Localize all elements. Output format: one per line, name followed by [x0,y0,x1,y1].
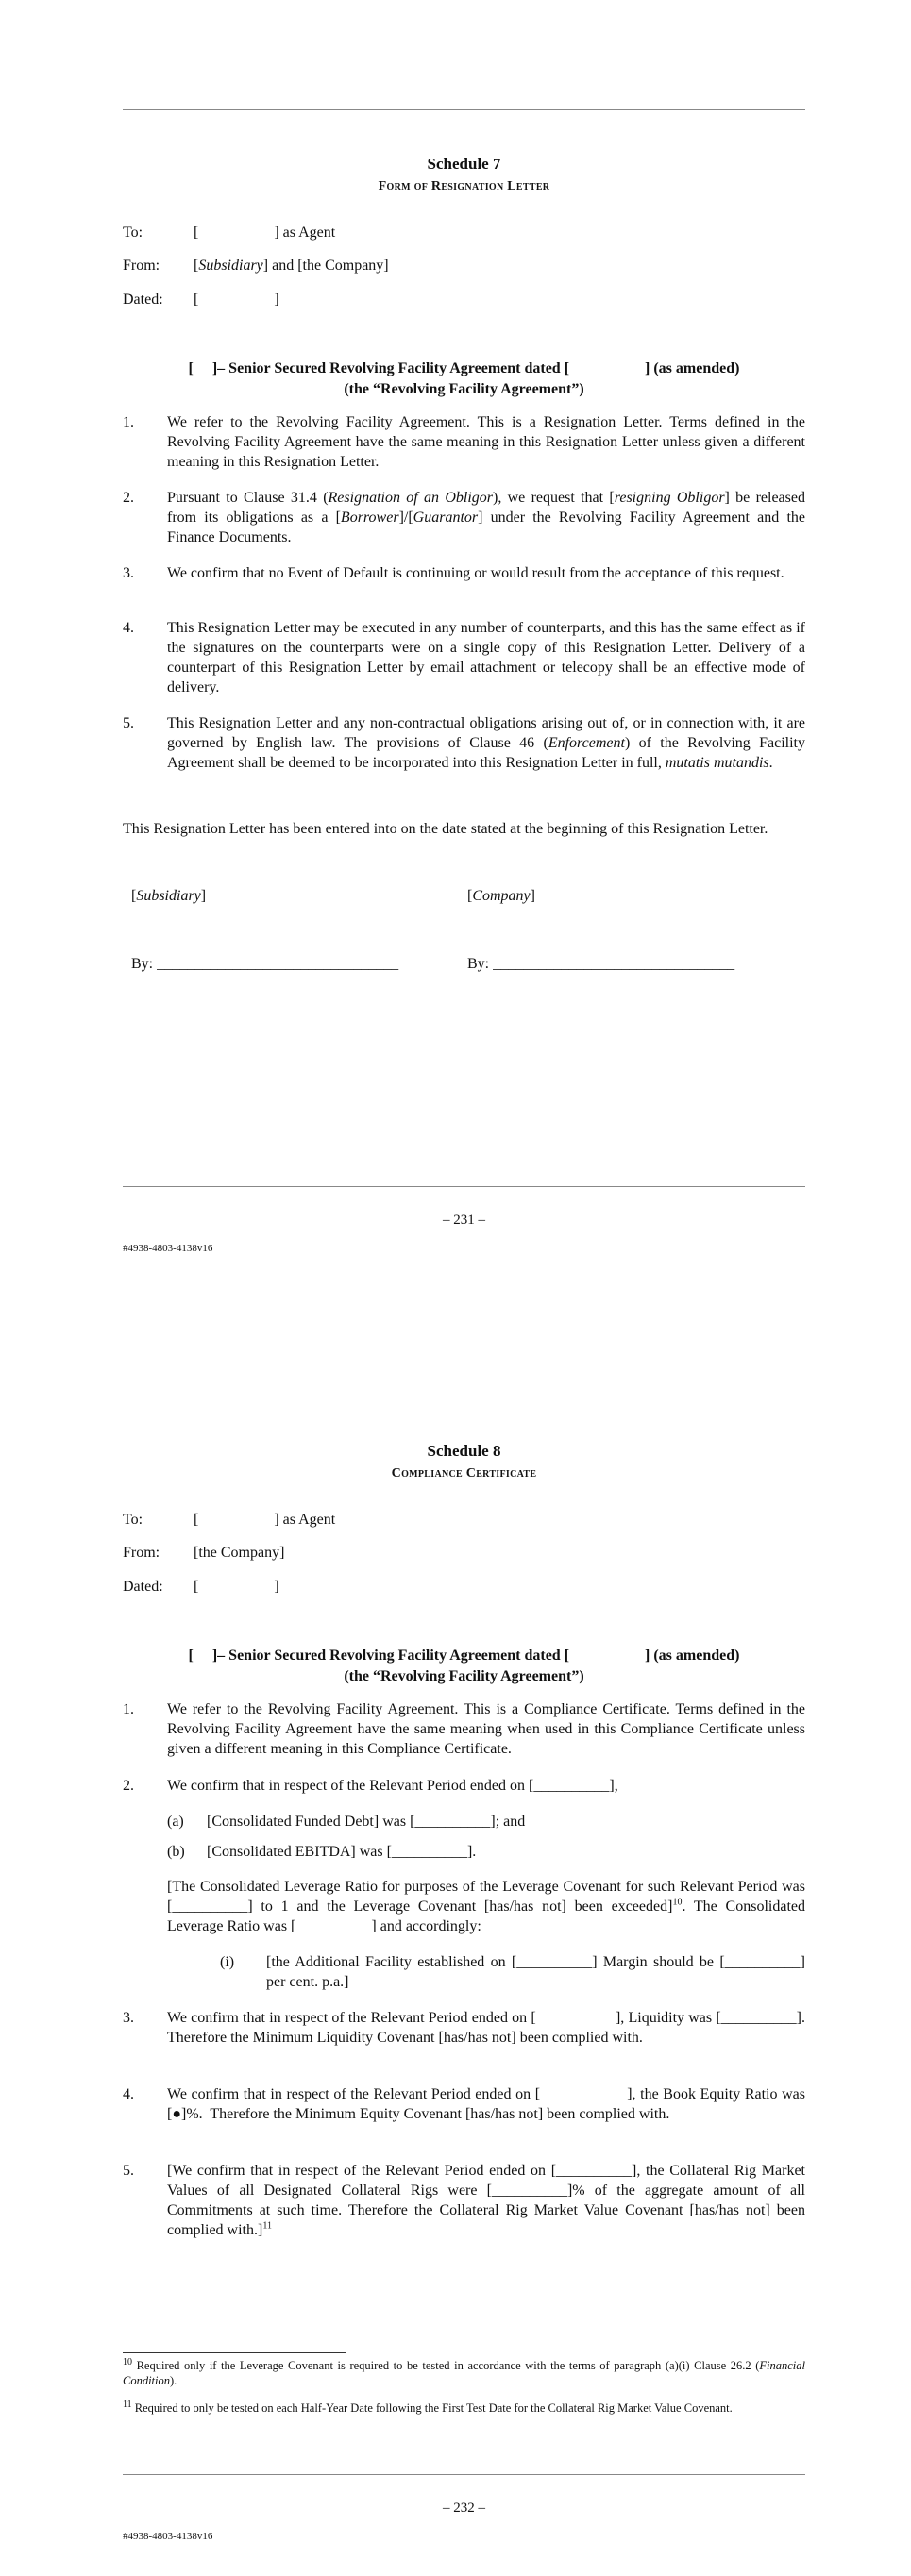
agreement-heading: [ ]– Senior Secured Revolving Facility Agreement dated [ ] (as amended) [188,1648,740,1664]
dated-value: [ ] [194,1579,279,1595]
schedule-7-title: Schedule 7 [427,155,501,173]
from-line [123,256,784,276]
agreement-heading-defined-term: (the “Revolving Facility Agreement”) [344,1668,584,1684]
compliance-clause-3 [123,2008,809,2068]
agreement-heading: [ ]– Senior Secured Revolving Facility Agreement dated [ ] (as amended) [188,360,740,376]
dated-value: [ ] [194,292,279,308]
dated-label: Dated: [123,1579,163,1595]
document-id: #4938-4803-4138v16 [123,2531,213,2542]
resignation-clause-1 [123,412,805,473]
schedule-8-subtitle: Compliance Certificate [391,1466,537,1480]
dated-line [123,1577,784,1597]
dated-label: Dated: [123,292,163,308]
sub-clause-text: [the Additional Facility established on [__________] Margin should be [__________] per cent. p.a.] [266,1954,805,1990]
signature-line-subsidiary: By: ________________________________ [131,956,399,972]
to-value: [ ] as Agent [194,1512,336,1528]
to-value: [ ] as Agent [194,225,336,241]
bottom-rule-page-232 [123,2474,805,2475]
leverage-text: [The Consolidated Leverage Ratio for purposes of the Leverage Covenant for such Relevant Period was [__________] to 1 and the Leverage Covenant [has/has not] been exceeded]$^{10}$. The Consolidated Leverage Ratio was [__________] and accordingly: [167,1879,805,1934]
footnote-ref-10[interactable]: 10 [672,1897,683,1908]
resignation-clause-5 [123,713,805,793]
compliance-clause-2b [123,1842,805,1863]
signature-block-company: [Company] [467,888,535,904]
clause-number: 2. [123,490,134,506]
clause-number: 1. [123,414,134,430]
clause-text: We confirm that no Event of Default is continuing or would result from the acceptance of this request. [167,565,784,581]
agreement-heading-defined-term: (the “Revolving Facility Agreement”) [344,381,584,397]
closing-statement: This Resignation Letter has been entered into on the date stated at the beginning of this Resignation Letter. [123,821,768,837]
to-label: To: [123,225,143,241]
compliance-clause-2 [123,1776,805,1797]
signature-block-subsidiary: [Subsidiary] [131,888,207,904]
compliance-clause-5 [123,2161,805,2240]
footnote-ref-11[interactable]: 11 [262,2220,272,2232]
clause-text: We refer to the Revolving Facility Agreement. This is a Compliance Certificate. Terms defined in the Revolving Facility Agreement have the same meaning when used in this Compliance Certificate unless given a different meaning in this Compliance Certificate. [167,1701,805,1757]
clause-number: 4. [123,620,134,636]
clause-text: This Resignation Letter and any non-contractual obligations arising out of, or in connection with, it are governed by English law. The provisions of Clause 46 (Enforcement) of the Revolving Facility Agreement shall be deemed to be incorporated into this Resignation Letter in full, mutatis mutandis. [167,715,805,771]
dated-line [123,290,784,310]
clause-text: We refer to the Revolving Facility Agreement. This is a Resignation Letter. Terms defined in the Revolving Facility Agreement have the same meaning in this Resignation Letter unless given a different meaning in this Resignation Letter. [167,414,805,470]
page-number: – 232 – [443,2501,485,2516]
clause-number: 5. [123,715,134,731]
clause-number: 1. [123,1701,134,1717]
clause-text: We confirm that in respect of the Relevant Period ended on [__________], [167,1778,618,1794]
clause-number: 3. [123,2010,134,2026]
from-line [123,1543,784,1564]
footnote-separator [123,2352,346,2353]
clause-text: [We confirm that in respect of the Relevant Period ended on [__________], the Collateral Rig Market Values of all Designated Collateral Rigs were [__________]% of the aggregate amount of all Commitments at such time. Therefore the Collateral Rig Market Value Covenant [has/has not] been complied with.]$^{11}$ [167,2163,805,2238]
compliance-clause-1 [123,1699,805,1760]
to-line [123,223,784,243]
compliance-clause-2a [123,1812,805,1832]
clause-text: We confirm that in respect of the Relevant Period ended on [ ], the Book Equity Ratio was [●]%. Therefore the Minimum Equity Covenant [has/has not] been complied with. [167,2086,809,2122]
from-value: [the Company] [194,1545,285,1561]
from-label: From: [123,258,160,274]
clause-text: We confirm that in respect of the Relevant Period ended on [ ], Liquidity was [__________]. Therefore the Minimum Liquidity Covenant [has/has not] been complied with. [167,2010,809,2046]
sub-clause-label: (i) [220,1954,235,1970]
clause-number: 2. [123,1778,134,1794]
to-label: To: [123,1512,143,1528]
sub-clause-label: (a) [167,1814,184,1830]
clause-number: 5. [123,2163,134,2179]
schedule-8-title: Schedule 8 [427,1442,501,1460]
clause-text: This Resignation Letter may be executed in any number of counterparts, and this has the same effect as if the signatures on the counterparts were on a single copy of this Resignation Letter. Delivery of a counterpart of this Resignation Letter by email attachment or telecopy shall be an effective mode of delivery. [167,620,805,695]
compliance-clause-4 [123,2084,809,2145]
to-line [123,1510,784,1531]
bottom-rule-page-231 [123,1186,805,1187]
resignation-clause-4 [123,618,805,697]
sub-clause-text: [Consolidated EBITDA] was [__________]. [207,1844,477,1860]
from-value: [Subsidiary] and [the Company] [194,258,389,274]
leverage-ratio-paragraph [123,1877,805,1937]
clause-text: Pursuant to Clause 31.4 (Resignation of an Obligor), we request that [resigning Obligor] be released from its obligations as a [Borrower]/[Guarantor] under the Revolving Facility Agreement and the Finance Documents. [167,490,805,545]
top-rule-page-231 [123,109,805,110]
footnote-11: $^{11}$ Required to only be tested on each Half-Year Date following the First Test Date for the Collateral Rig Market Value Covenant. [123,2399,733,2415]
document-id: #4938-4803-4138v16 [123,1243,213,1254]
page-number: – 231 – [443,1213,485,1228]
clause-number: 3. [123,565,134,581]
resignation-clause-3 [123,563,805,603]
resignation-clause-2 [123,488,805,548]
compliance-clause-2-i [123,1952,805,1992]
from-label: From: [123,1545,160,1561]
sub-clause-label: (b) [167,1844,185,1860]
clause-number: 4. [123,2086,134,2102]
footnote-10: $^{10}$ Required only if the Leverage Covenant is required to be tested in accordance with the terms of paragraph (a)(i) Clause 26.2 (Financial Condition). [123,2356,805,2387]
sub-clause-text: [Consolidated Funded Debt] was [__________]; and [207,1814,526,1830]
schedule-7-subtitle: Form of Resignation Letter [378,179,550,193]
signature-line-company: By: ________________________________ [467,956,735,972]
